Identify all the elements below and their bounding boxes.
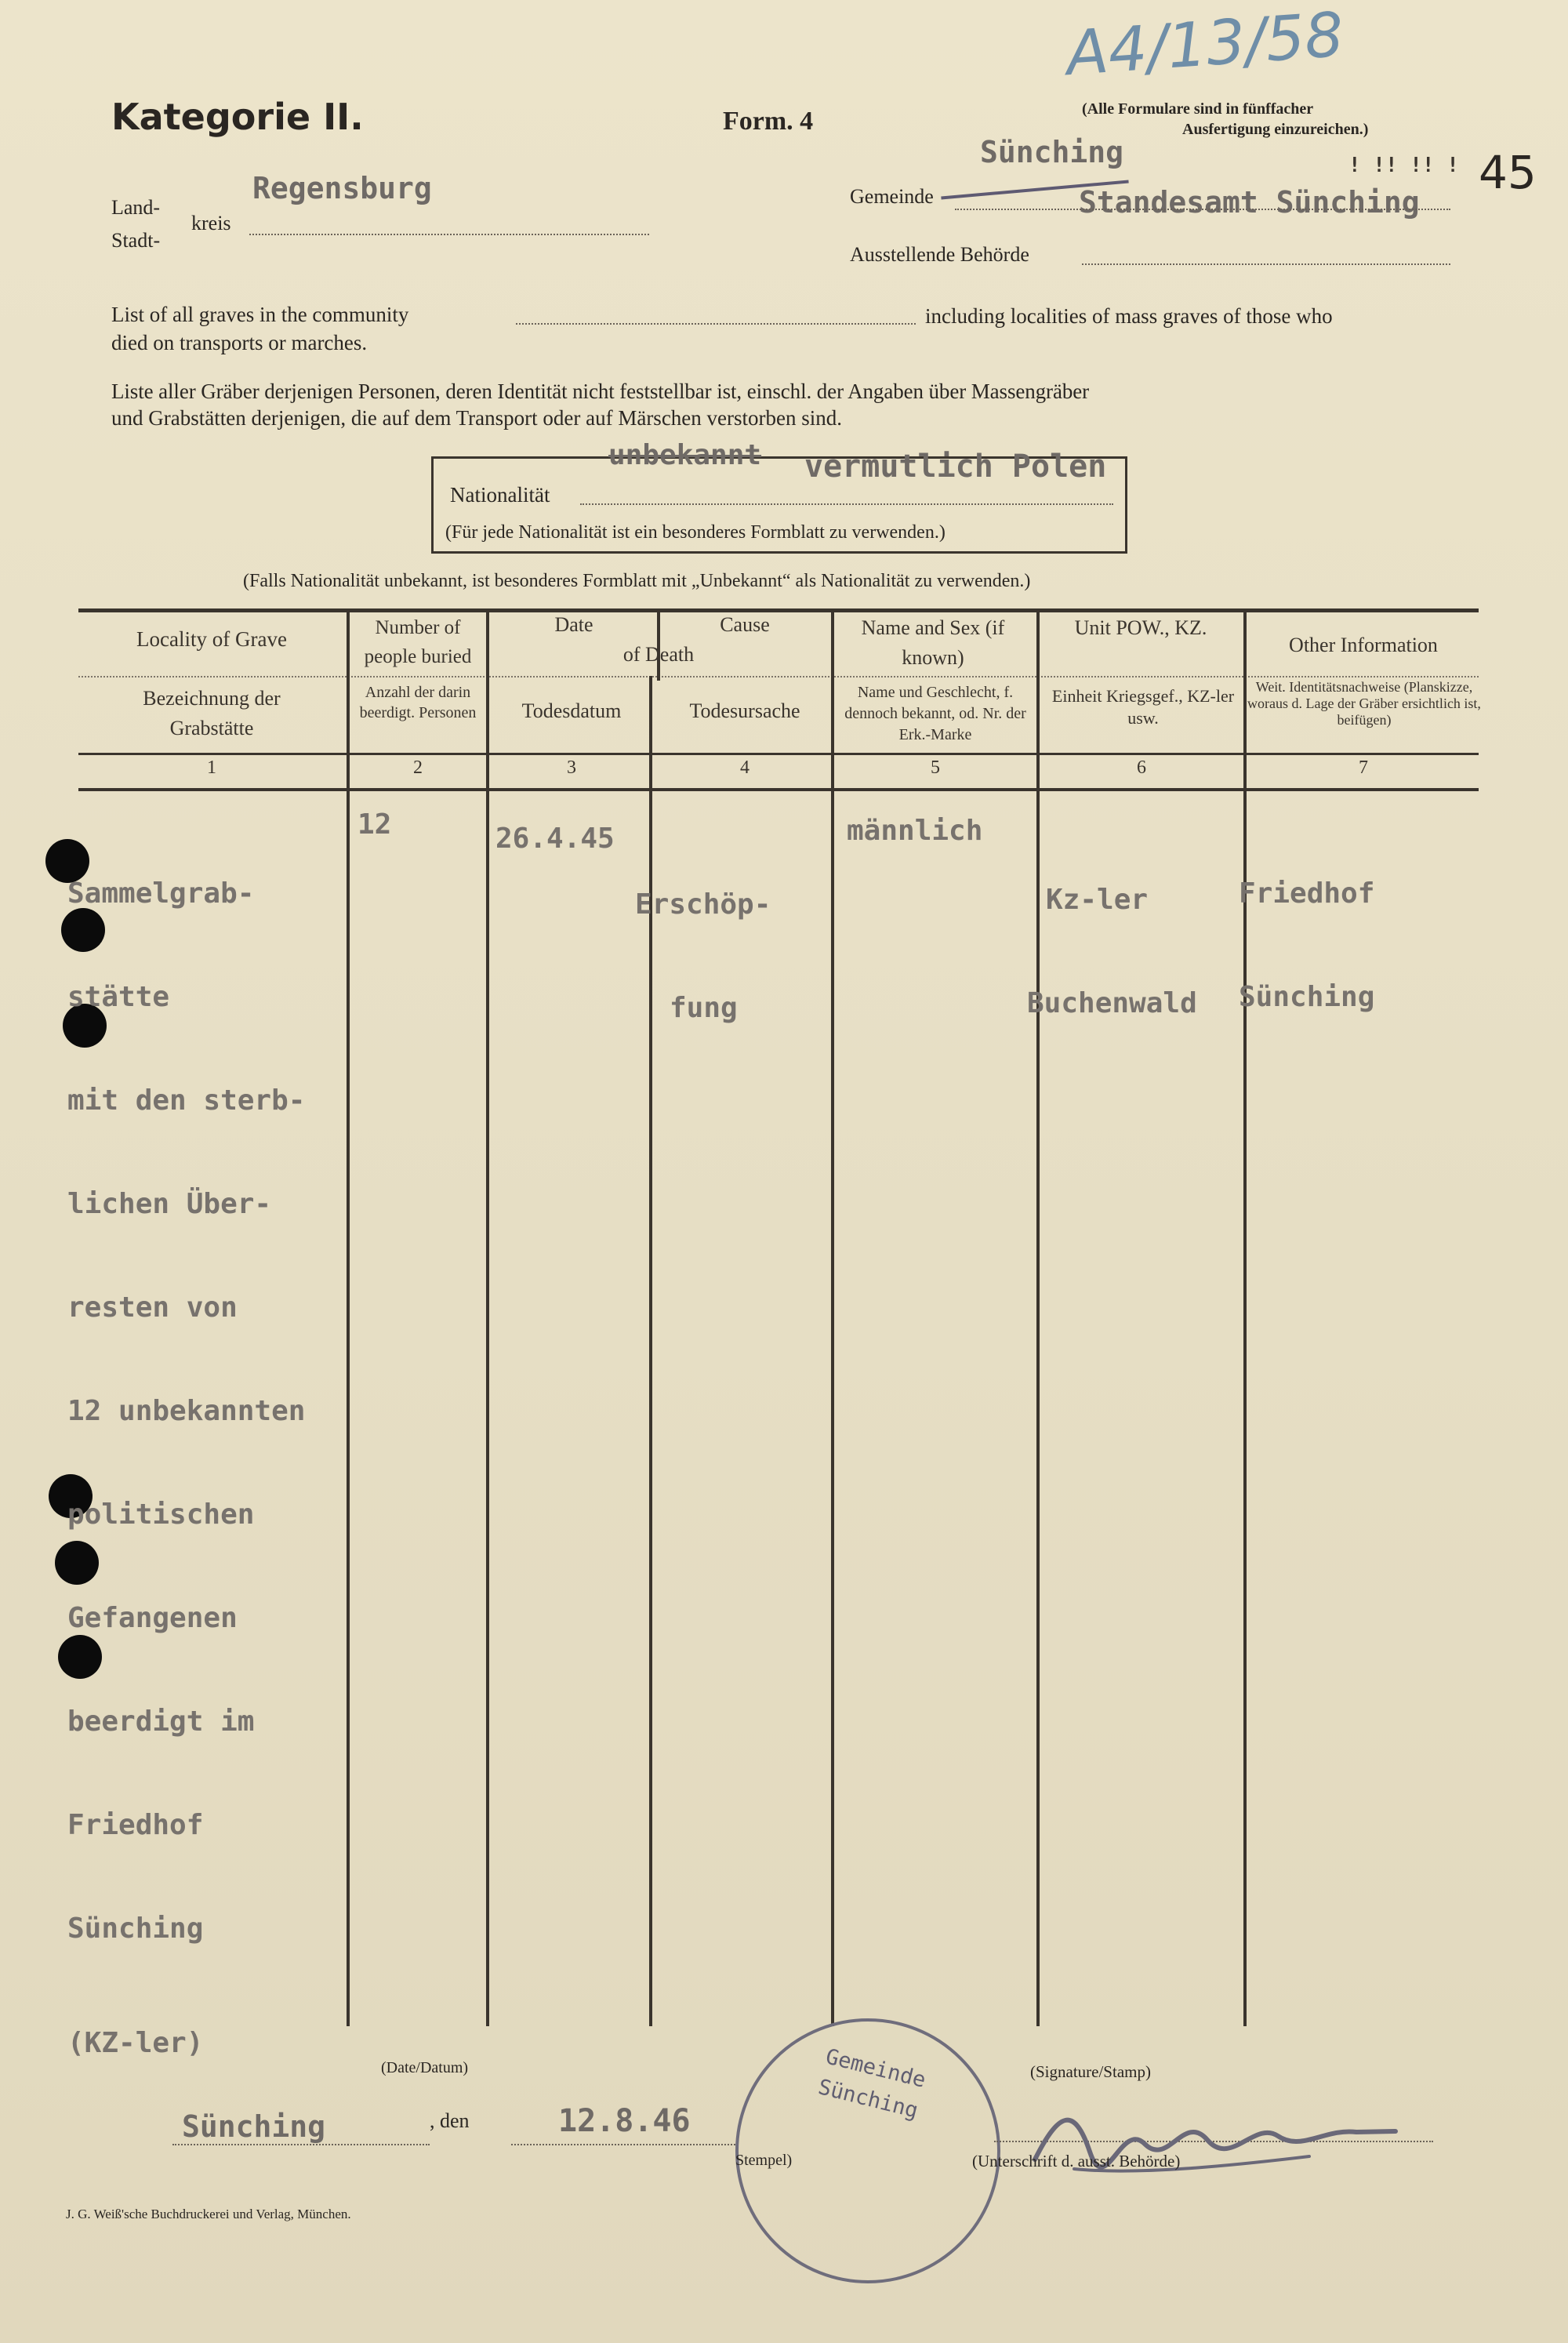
nationality-value: vermutlich Polen <box>804 449 1107 485</box>
nationality-struck-value: unbekannt <box>608 439 762 471</box>
intro-en-line-2: died on transports or marches. <box>111 331 368 354</box>
form-category: Kategorie II. <box>111 96 364 138</box>
col7-header-en: Other Information <box>1289 634 1438 656</box>
col4-header-de: Todesursache <box>689 699 800 722</box>
col2-header-en: Number of people buried <box>364 617 472 667</box>
form-number: Form. 4 <box>723 107 814 136</box>
entry-cause: Erschöp- fung <box>635 888 771 1024</box>
col2-number: 2 <box>413 757 423 778</box>
col1-header-de: Bezeichnung der Grabstätte <box>143 687 281 739</box>
table-top-rule <box>78 608 1479 612</box>
gemeinde-label: Gemeinde <box>850 185 934 208</box>
col6-header-en: Unit POW., KZ. <box>1074 616 1207 639</box>
kreis-label: kreis <box>191 212 231 234</box>
col3-header-de: Todesdatum <box>521 699 622 722</box>
footer-place: Sünching <box>182 2109 326 2144</box>
intro-en-line-1a: List of all graves in the community <box>111 303 409 326</box>
intro-de-line-2: und Grabstätten derjenigen, die auf dem Transport oder auf Märschen verstorben sind. <box>111 406 843 430</box>
intro-en-line-1b: including localities of mass graves of those who <box>925 304 1333 328</box>
stamp-text: Gemeinde Sünching <box>815 2044 928 2123</box>
signature-sub: (Unterschrift d. ausst. Behörde) <box>972 2152 1181 2170</box>
nationality-unknown-note: (Falls Nationalität unbekannt, ist besonderes Formblatt mit „Unbekannt“ als Nationalität zu verwenden.) <box>243 571 1031 591</box>
gemeinde-struck: Standesamt Sünching <box>1079 185 1420 220</box>
signature-label: (Signature/Stamp) <box>1030 2062 1151 2081</box>
page-number: 45 <box>1479 146 1537 199</box>
stadt-label: Stadt- <box>111 229 161 252</box>
entry-other: Friedhof Sünching <box>1239 877 1375 1013</box>
col5-header-en: Name and Sex (if known) <box>861 616 1005 669</box>
entry-unit: Kz-ler Buchenwald <box>1027 884 1197 1019</box>
col6-number: 6 <box>1137 757 1146 778</box>
col5-number: 5 <box>931 757 940 778</box>
col4-header-en: Cause <box>720 613 770 636</box>
entry-count: 12 <box>358 808 392 841</box>
col7-number: 7 <box>1359 757 1368 778</box>
col6-header-de: Einheit Kriegsgef., KZ-ler usw. <box>1051 686 1235 728</box>
col1-header-en: Locality of Grave <box>136 627 287 651</box>
handwritten-reference: A4/13/58 <box>1064 0 1346 90</box>
intro-de-line-1: Liste aller Gräber derjenigen Personen, deren Identität nicht feststellbar ist, einschl. der Angaben über Massengräber <box>111 380 1089 403</box>
stamped-marks: ! !! !! ! <box>1348 154 1459 177</box>
behoerde-label: Ausstellende Behörde <box>850 243 1029 266</box>
printer-line: J. G. Weiß'sche Buchdruckerei und Verlag, München. <box>66 2207 351 2221</box>
of-death-label: of Death <box>622 643 695 666</box>
instruction-line-1: (Alle Formulare sind in fünffacher <box>1082 100 1314 118</box>
col5-header-de: Name und Geschlecht, f. dennoch bekannt, od. Nr. der Erk.-Marke <box>844 684 1026 743</box>
stamp-label: Stempel) <box>735 2152 793 2169</box>
kreis-value: Regensburg <box>252 171 432 205</box>
instruction-line-2: Ausfertigung einzureichen.) <box>1182 121 1369 138</box>
col1-number: 1 <box>207 757 216 778</box>
nationality-label: Nationalität <box>450 483 550 507</box>
entry-sex: männlich <box>847 815 983 847</box>
land-label: Land- <box>111 196 161 219</box>
nationality-note: (Für jede Nationalität ist ein besonderes Formblatt zu verwenden.) <box>445 522 946 543</box>
col4-number: 4 <box>740 757 750 778</box>
col3-header-en: Date <box>554 613 593 636</box>
col7-header-de: Weit. Identitätsnachweise (Planskizze, woraus d. Lage der Gräber ersichtlich ist, beifügen) <box>1247 679 1481 728</box>
entry-locality: Sammelgrab- stätte mit den sterb- lichen Über- resten von 12 unbekannten politischen Gefangenen beerdigt im Friedhof Sünching (KZ-ler) <box>67 877 306 2059</box>
footer-den: , den <box>430 2109 470 2132</box>
col3-number: 3 <box>567 757 576 778</box>
date-label: (Date/Datum) <box>381 2059 469 2076</box>
entry-date: 26.4.45 <box>495 823 615 855</box>
col2-header-de: Anzahl der darin beerdigt. Personen <box>359 684 477 721</box>
gemeinde-value: Sünching <box>980 135 1124 169</box>
footer-date: 12.8.46 <box>558 2103 691 2139</box>
